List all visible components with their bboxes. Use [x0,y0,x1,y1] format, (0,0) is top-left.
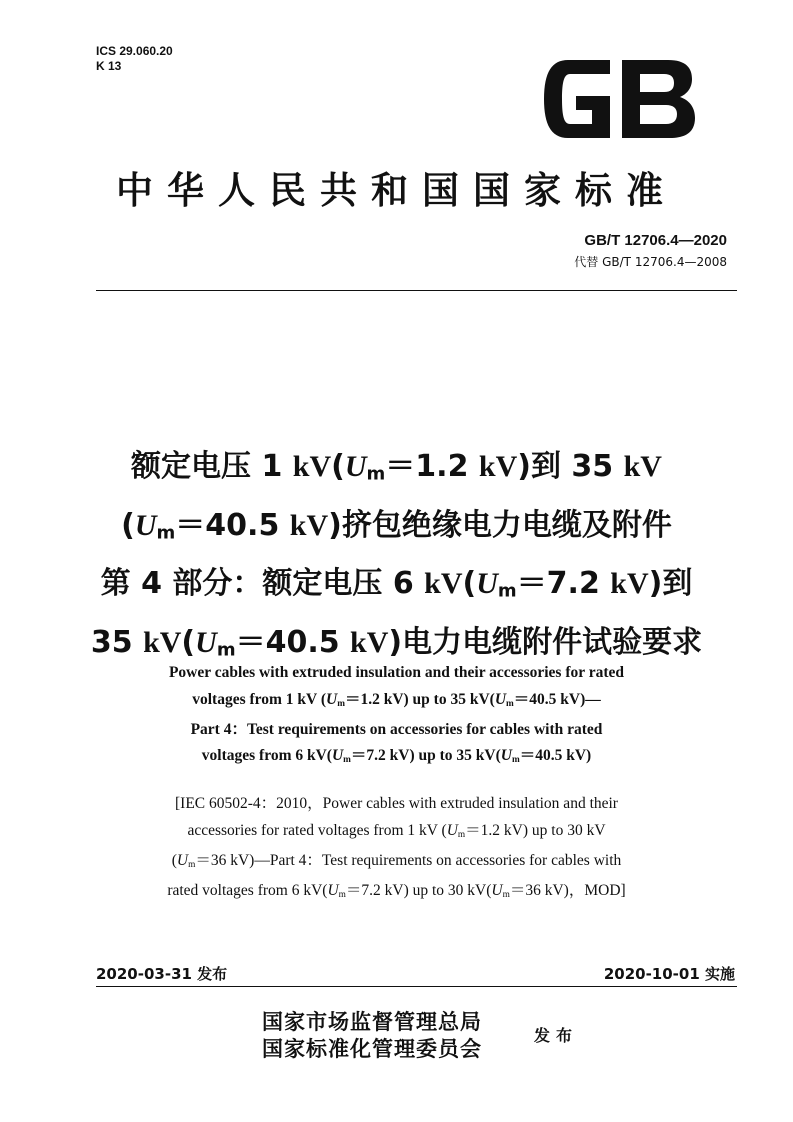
chinese-title-line-1: 额定电压 1 $kV(U_m=1.2$ kV)到 35 kV [131,449,662,485]
iec-line-1: [IEC 60502-4：2010，Power cables with extruded insulation and their [175,795,618,812]
english-title-line-2: voltages from 1 kV (Um＝1.2 kV) up to 35 kV(Um＝40.5 kV)— [192,690,601,709]
english-title-line-1: Power cables with extruded insulation and their accessories for rated [168,664,625,681]
ccs-code: K 13 [96,59,122,73]
classification-codes [96,44,173,74]
iec-reference [60,791,733,909]
national-standard-title: 中华人民共和国国家标准 [116,169,677,212]
chinese-title-line-3: 第 4 部分：额定电压 6 $kV(U_m=7.2$ kV)到 [100,566,693,602]
publish-label: 发布 [534,1026,579,1045]
bottom-divider [96,986,737,987]
replaces-standard: 代替 GB/T 12706.4—2008 [574,255,727,269]
top-divider [96,290,737,291]
iec-line-2: accessories for rated voltages from 1 kV (Um＝1.2 kV) up to 30 kV [187,821,606,840]
chinese-title-line-4: 35 $kV(U_m=40.5$ kV)电力电缆附件试验要求 [90,624,703,661]
issuer-sac: 国家标准化管理委员会 [262,1037,482,1061]
issue-date: 2020-03-31 发布 [96,965,228,983]
iec-line-4: rated voltages from 6 kV(Um＝7.2 kV) up to 30 kV(Um＝36 kV)，MOD] [167,882,626,901]
issuer-samr: 国家市场监督管理总局 [262,1010,482,1034]
ics-code: ICS 29.060.20 [96,44,173,58]
english-title-line-3: Part 4：Test requirements on accessories for cables with rated [190,720,603,738]
issuing-bodies [262,1009,482,1063]
chinese-title [60,441,733,675]
implementation-date: 2020-10-01 实施 [603,965,735,983]
gb-logo [540,52,700,146]
standard-number: GB/T 12706.4—2020 [584,232,727,249]
iec-line-3: (Um＝36 kV)—Part 4：Test requirements on accessories for cables with [171,851,622,870]
english-title [60,660,733,774]
chinese-title-line-2: ($U_m=40.5$ kV)挤包绝缘电力电缆及附件 [121,507,672,544]
english-title-line-4: voltages from 6 kV(Um＝7.2 kV) up to 35 kV(Um＝40.5 kV) [201,747,592,766]
